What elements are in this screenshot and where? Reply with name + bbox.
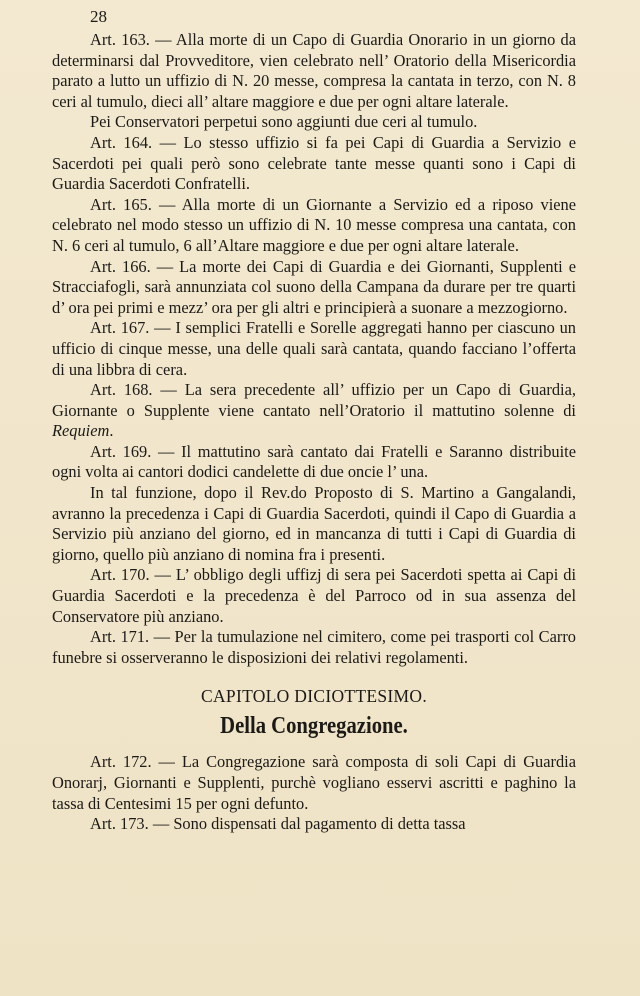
page-number: 28	[90, 7, 107, 26]
precedence-paragraph: In tal funzione, dopo il Rev.do Proposto di S. Martino a Gangalandi, avranno la precedenza i Capi di Guardia Sacerdoti, quindi il Capo di Guardia a Servizio più anziano del giorno, ed in mancanza di tutti i Capi di Guardia di giorno, quello più anziano di nomina fra i presenti.	[52, 483, 576, 564]
chapter-heading: CAPITOLO DICIOTTESIMO.	[201, 686, 427, 707]
article-167: Art. 167. — I semplici Fratelli e Sorelle aggregati hanno per ciascuno un ufficio di cinque messe, una delle quali sarà cantata, quando facciano l’offerta di una libbra di cera.	[52, 318, 576, 379]
article-170: Art. 170. — L’ obbligo degli uffizj di sera pei Sacerdoti spetta ai Capi di Guardia Sacerdoti e la precedenza è del Parroco od in sua assenza del Conservatore più anziano.	[52, 565, 576, 626]
article-168	[52, 380, 576, 442]
article-165: Art. 165. — Alla morte di un Giornante a Servizio ed a riposo viene celebrato nel modo stesso un uffizio di N. 10 messe compresa una cantata, con N. 6 ceri al tumulo, 6 all’Altare maggiore e due per ogni altare laterale.	[52, 194, 576, 255]
article-173: Art. 173. — Sono dispensati dal pagamento di detta tassa	[90, 814, 466, 834]
article-172: Art. 172. — La Congregazione sarà composta di soli Capi di Guardia Onorarj, Giornanti e Supplenti, purchè vogliano esservi ascritti e paghino la tassa di Centesimi 15 per ogni defunto.	[52, 752, 576, 813]
article-169: Art. 169. — Il mattutino sarà cantato dai Fratelli e Saranno distribuite ogni volta ai cantori dodici candelette di due oncie l’ una.	[52, 441, 576, 482]
page-body	[52, 30, 576, 835]
conservatori-note: Pei Conservatori perpetui sono aggiunti due ceri al tumulo.	[90, 112, 478, 132]
article-166: Art. 166. — La morte dei Capi di Guardia e dei Giornanti, Supplenti e Stracciafogli, sarà annunziata col suono della Campana da durare per tre quarti d’ ora pei primi e mezz’ ora per gli altri e principierà a suonare a mezzogiorno.	[52, 256, 576, 317]
article-164: Art. 164. — Lo stesso uffizio si fa pei Capi di Guardia a Servizio e Sacerdoti pei quali però sono celebrate tante messe quanti sono i Capi di Guardia Sacerdoti Confratelli.	[52, 132, 576, 194]
article-163: Art. 163. — Alla morte di un Capo di Guardia Onorario in un giorno da determinarsi dal Provveditore, vien celebrato nell’ Oratorio della Misericordia parato a lutto un uffizio di N. 20 messe, compresa la cantata in terzo, con N. 8 ceri al tumulo, dieci all’ altare maggiore e due per ogni altare laterale.	[52, 30, 576, 111]
section-title: Della Congregazione.	[220, 713, 408, 740]
article-168-text: Art. 168. — La sera precedente all’ uffizio per un Capo di Guardia, Giornante o Supplente viene cantato nell’Oratorio il mattutino solenne di Requiem.	[52, 380, 576, 441]
requiem-italic: Requiem	[52, 421, 110, 441]
article-171: Art. 171. — Per la tumulazione nel cimitero, come pei trasporti col Carro funebre si osserveranno le disposizioni dei relativi regolamenti.	[52, 627, 576, 667]
